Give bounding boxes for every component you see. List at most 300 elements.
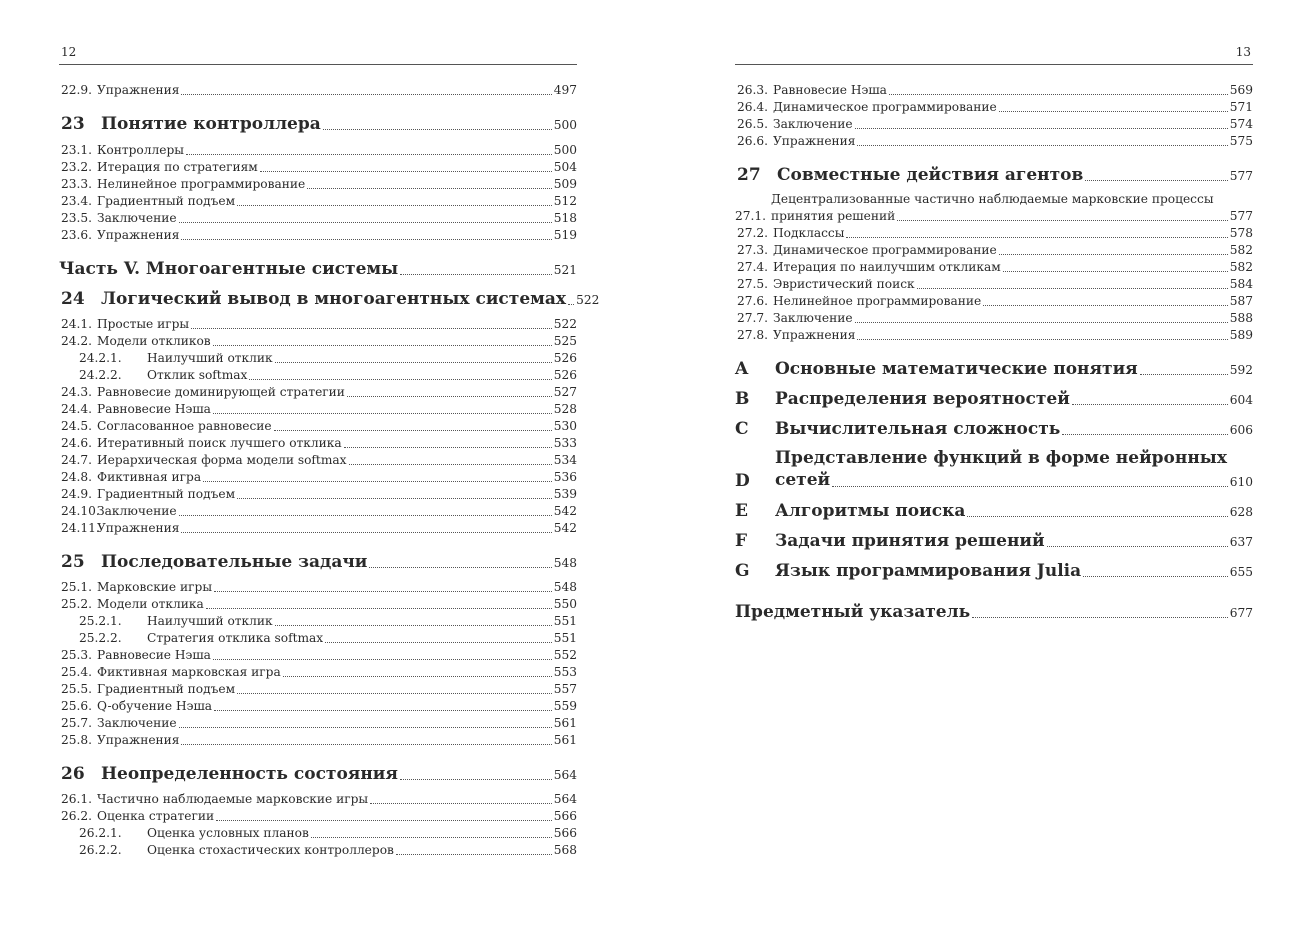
toc-section-entry[interactable] xyxy=(735,82,1253,99)
entry-page: 521 xyxy=(553,263,577,277)
toc-section-entry[interactable] xyxy=(59,316,577,333)
entry-page: 548 xyxy=(553,556,577,570)
dot-leader xyxy=(323,129,552,130)
dot-leader xyxy=(347,396,552,397)
entry-title: Заключение xyxy=(773,117,853,131)
toc-section-entry[interactable] xyxy=(59,579,577,596)
toc-section-entry[interactable] xyxy=(59,193,577,210)
entry-number: 24.10. xyxy=(61,504,100,518)
dot-leader xyxy=(1062,434,1227,435)
entry-page: 542 xyxy=(553,521,577,535)
entry-title: Неопределенность состояния xyxy=(101,764,398,784)
entry-page: 584 xyxy=(1229,277,1253,291)
dot-leader xyxy=(214,710,552,711)
entry-number: D xyxy=(735,471,750,491)
entry-number: 24.8. xyxy=(61,470,93,484)
toc-chapter-entry[interactable] xyxy=(735,560,1253,581)
entry-number: 26.1. xyxy=(61,792,93,806)
entry-number: 25.2.2. xyxy=(79,631,122,645)
entry-number: F xyxy=(735,531,748,551)
dot-leader xyxy=(260,171,552,172)
toc-chapter-entry[interactable] xyxy=(735,418,1253,439)
dot-leader xyxy=(897,220,1228,221)
entry-title: Задачи принятия решений xyxy=(775,531,1045,551)
entry-page: 592 xyxy=(1229,363,1253,377)
entry-title: Последовательные задачи xyxy=(101,552,368,572)
toc-section-entry[interactable] xyxy=(59,630,577,647)
entry-number: G xyxy=(735,561,750,581)
entry-number: E xyxy=(735,501,748,521)
dot-leader xyxy=(983,305,1227,306)
entry-page: 509 xyxy=(553,177,577,191)
toc-section-entry[interactable] xyxy=(59,384,577,401)
entry-page: 566 xyxy=(553,809,577,823)
entry-title: Логический вывод в многоагентных системах xyxy=(101,289,567,309)
toc-section-entry[interactable] xyxy=(59,401,577,418)
dot-leader xyxy=(307,188,551,189)
dot-leader xyxy=(1140,374,1228,375)
entry-title: Стратегия отклика softmax xyxy=(147,631,324,645)
entry-number: 23.1. xyxy=(61,143,93,157)
right-page xyxy=(735,0,1253,935)
entry-number: 24.2.2. xyxy=(79,368,122,382)
entry-page: 628 xyxy=(1229,505,1253,519)
entry-page: 522 xyxy=(553,317,577,331)
toc-chapter-entry[interactable] xyxy=(59,763,577,784)
entry-page: 542 xyxy=(553,504,577,518)
toc-chapter-entry[interactable] xyxy=(735,164,1253,185)
entry-page: 527 xyxy=(553,385,577,399)
dot-leader xyxy=(213,413,552,414)
entry-title: Динамическое программирование xyxy=(773,243,997,257)
entry-page: 571 xyxy=(1229,100,1253,114)
toc-chapter-entry[interactable] xyxy=(59,551,577,572)
entry-title: Равновесие Нэша xyxy=(97,648,211,662)
toc-section-entry[interactable] xyxy=(59,418,577,435)
entry-title: Оценка условных планов xyxy=(147,826,309,840)
entry-title: Язык программирования Julia xyxy=(775,561,1082,581)
entry-title: Фиктивная марковская игра xyxy=(97,665,281,679)
entry-page: 551 xyxy=(553,614,577,628)
entry-title: Понятие контроллера xyxy=(101,114,321,134)
entry-title: Оценка стохастических контроллеров xyxy=(147,843,394,857)
toc-chapter-entry[interactable] xyxy=(59,258,577,279)
entry-number: 26.5. xyxy=(737,117,769,131)
entry-page: 525 xyxy=(553,334,577,348)
entry-number: 25.1. xyxy=(61,580,93,594)
entry-page: 519 xyxy=(553,228,577,242)
toc-section-entry[interactable] xyxy=(59,469,577,486)
entry-page: 574 xyxy=(1229,117,1253,131)
entry-number: 24.6. xyxy=(61,436,93,450)
dot-leader xyxy=(249,379,551,380)
entry-number: 24.2. xyxy=(61,334,93,348)
entry-page: 528 xyxy=(553,402,577,416)
entry-title: Равновесие Нэша xyxy=(97,402,211,416)
entry-number: 23.4. xyxy=(61,194,93,208)
entry-number: 24.5. xyxy=(61,419,93,433)
dot-leader xyxy=(999,111,1228,112)
entry-page: 604 xyxy=(1229,393,1253,407)
entry-title: Упражнения xyxy=(97,228,180,242)
entry-page: 536 xyxy=(553,470,577,484)
toc-section-entry[interactable] xyxy=(59,664,577,681)
entry-page: 577 xyxy=(1229,169,1253,183)
entry-title: Итерация по стратегиям xyxy=(97,160,258,174)
entry-title: Градиентный подъем xyxy=(97,487,236,501)
entry-title: Эвристический поиск xyxy=(773,277,915,291)
entry-number: 26.2.2. xyxy=(79,843,122,857)
entry-page: 512 xyxy=(553,194,577,208)
dot-leader xyxy=(325,642,552,643)
entry-title: Марковские игры xyxy=(97,580,213,594)
toc-section-entry[interactable] xyxy=(59,698,577,715)
dot-leader xyxy=(237,498,552,499)
toc-section-entry[interactable] xyxy=(735,99,1253,116)
entry-number: 23.3. xyxy=(61,177,93,191)
entry-number: 24.9. xyxy=(61,487,93,501)
entry-number: 24.11. xyxy=(61,521,100,535)
entry-page: 577 xyxy=(1229,209,1253,223)
entry-page: 582 xyxy=(1229,260,1253,274)
entry-number: 25.2.1. xyxy=(79,614,122,628)
entry-page: 522 xyxy=(576,293,600,307)
page-header xyxy=(59,44,577,65)
entry-title: Заключение xyxy=(773,311,853,325)
entry-page: 564 xyxy=(553,768,577,782)
entry-title: Модели откликов xyxy=(97,334,211,348)
dot-leader xyxy=(186,154,552,155)
dot-leader xyxy=(179,727,552,728)
dot-leader xyxy=(370,803,552,804)
entry-page: 500 xyxy=(553,118,577,132)
entry-number: 27.1. xyxy=(735,209,767,223)
toc-chapter-entry[interactable] xyxy=(735,601,1253,622)
entry-title: Вычислительная сложность xyxy=(775,419,1061,439)
entry-title: Заключение xyxy=(97,211,177,225)
toc-section-entry[interactable] xyxy=(59,613,577,630)
entry-page: 582 xyxy=(1229,243,1253,257)
entry-title: Основные математические понятия xyxy=(775,359,1138,379)
entry-title: Q-обучение Нэша xyxy=(97,699,213,713)
entry-title: Простые игры xyxy=(97,317,190,331)
dot-leader xyxy=(179,515,552,516)
toc-section-entry[interactable] xyxy=(735,276,1253,293)
entry-page: 559 xyxy=(553,699,577,713)
toc-section-entry[interactable] xyxy=(735,242,1253,259)
entry-page: 568 xyxy=(553,843,577,857)
entry-title: Совместные действия агентов xyxy=(777,165,1084,185)
dot-leader xyxy=(181,239,551,240)
entry-number: 26.3. xyxy=(737,83,769,97)
toc-section-entry[interactable] xyxy=(59,503,577,520)
entry-title-continued: сетей xyxy=(775,470,831,490)
entry-page: 655 xyxy=(1229,565,1253,579)
entry-page: 677 xyxy=(1229,606,1253,620)
page-header xyxy=(735,44,1253,65)
toc-section-entry[interactable] xyxy=(59,435,577,452)
dot-leader xyxy=(855,322,1228,323)
entry-title: Итеративный поиск лучшего отклика xyxy=(97,436,342,450)
entry-number: 27.7. xyxy=(737,311,769,325)
entry-title: Наилучший отклик xyxy=(147,614,273,628)
toc-section-entry[interactable] xyxy=(59,333,577,350)
left-page xyxy=(59,0,600,935)
entry-page: 561 xyxy=(553,716,577,730)
toc-section-entry[interactable] xyxy=(735,191,1253,225)
entry-title: Градиентный подъем xyxy=(97,682,236,696)
toc-chapter-entry[interactable] xyxy=(735,530,1253,551)
entry-title: Предметный указатель xyxy=(735,602,971,622)
dot-leader xyxy=(349,464,552,465)
entry-number: 27 xyxy=(737,165,761,185)
entry-title: Равновесие Нэша xyxy=(773,83,887,97)
dot-leader xyxy=(832,486,1228,487)
entry-title: Упражнения xyxy=(773,328,856,342)
entry-page: 637 xyxy=(1229,535,1253,549)
entry-title: Согласованное равновесие xyxy=(97,419,272,433)
toc-section-entry[interactable] xyxy=(59,82,577,99)
entry-title: Упражнения xyxy=(773,134,856,148)
dot-leader xyxy=(1085,180,1227,181)
entry-number: 24.2.1. xyxy=(79,351,122,365)
dot-leader xyxy=(1083,576,1228,577)
entry-number: 23.2. xyxy=(61,160,93,174)
dot-leader xyxy=(274,430,552,431)
entry-page: 504 xyxy=(553,160,577,174)
entry-number: 26 xyxy=(61,764,85,784)
entry-title: Представление функций в форме нейронных xyxy=(775,448,1227,468)
entry-page: 500 xyxy=(553,143,577,157)
entry-page: 526 xyxy=(553,368,577,382)
toc-chapter-entry[interactable] xyxy=(735,447,1253,491)
dot-leader xyxy=(889,94,1228,95)
toc-section-entry[interactable] xyxy=(735,293,1253,310)
dot-leader xyxy=(846,237,1227,238)
toc-section-entry[interactable] xyxy=(59,715,577,732)
entry-page: 539 xyxy=(553,487,577,501)
dot-leader xyxy=(216,820,552,821)
toc-section-entry[interactable] xyxy=(59,367,577,384)
page-number: 12 xyxy=(61,45,77,59)
dot-leader xyxy=(181,744,551,745)
entry-title: Часть V. Многоагентные системы xyxy=(59,259,399,279)
toc-section-entry[interactable] xyxy=(59,647,577,664)
toc-chapter-entry[interactable] xyxy=(735,388,1253,409)
entry-title: Алгоритмы поиска xyxy=(775,501,966,521)
dot-leader xyxy=(1047,546,1228,547)
entry-title-continued: принятия решений xyxy=(771,209,896,223)
dot-leader xyxy=(206,608,552,609)
dot-leader xyxy=(181,532,551,533)
entry-number: 25.7. xyxy=(61,716,93,730)
entry-number: 25 xyxy=(61,552,85,572)
dot-leader xyxy=(855,128,1228,129)
toc-section-entry[interactable] xyxy=(59,825,577,842)
entry-number: 25.5. xyxy=(61,682,93,696)
entry-page: 497 xyxy=(553,83,577,97)
toc-section-entry[interactable] xyxy=(59,227,577,244)
dot-leader xyxy=(203,481,552,482)
entry-title: Заключение xyxy=(97,716,177,730)
entry-title: Итерация по наилучшим откликам xyxy=(773,260,1001,274)
dot-leader xyxy=(396,854,552,855)
entry-page: 587 xyxy=(1229,294,1253,308)
entry-title: Упражнения xyxy=(97,733,180,747)
entry-page: 578 xyxy=(1229,226,1253,240)
entry-number: 23.5. xyxy=(61,211,93,225)
entry-page: 533 xyxy=(553,436,577,450)
entry-title: Контроллеры xyxy=(97,143,184,157)
entry-title: Оценка стратегии xyxy=(97,809,215,823)
dot-leader xyxy=(213,659,552,660)
entry-page: 534 xyxy=(553,453,577,467)
entry-number: 26.6. xyxy=(737,134,769,148)
dot-leader xyxy=(344,447,552,448)
entry-number: 25.6. xyxy=(61,699,93,713)
dot-leader xyxy=(283,676,552,677)
entry-page: 551 xyxy=(553,631,577,645)
dot-leader xyxy=(179,222,552,223)
page-number: 13 xyxy=(1235,45,1251,59)
entry-number: 25.3. xyxy=(61,648,93,662)
entry-number: 25.2. xyxy=(61,597,93,611)
entry-page: 606 xyxy=(1229,423,1253,437)
entry-number: 27.4. xyxy=(737,260,769,274)
entry-page: 610 xyxy=(1229,475,1253,489)
entry-page: 548 xyxy=(553,580,577,594)
toc-section-entry[interactable] xyxy=(59,791,577,808)
dot-leader xyxy=(400,779,552,780)
entry-number: 26.2. xyxy=(61,809,93,823)
entry-title: Упражнения xyxy=(97,83,180,97)
entry-page: 564 xyxy=(553,792,577,806)
entry-title: Нелинейное программирование xyxy=(773,294,982,308)
entry-number: 27.5. xyxy=(737,277,769,291)
dot-leader xyxy=(213,345,552,346)
dot-leader xyxy=(857,339,1227,340)
toc-section-entry[interactable] xyxy=(59,596,577,613)
entry-page: 526 xyxy=(553,351,577,365)
dot-leader xyxy=(191,328,552,329)
entry-number: 27.8. xyxy=(737,328,769,342)
entry-title: Упражнения xyxy=(97,521,180,535)
entry-title: Заключение xyxy=(97,504,177,518)
entry-title: Динамическое программирование xyxy=(773,100,997,114)
toc-chapter-entry[interactable] xyxy=(735,358,1253,379)
entry-number: 23 xyxy=(61,114,85,134)
dot-leader xyxy=(967,516,1227,517)
dot-leader xyxy=(214,591,552,592)
entry-title: Подклассы xyxy=(773,226,845,240)
entry-title: Наилучший отклик xyxy=(147,351,273,365)
toc-section-entry[interactable] xyxy=(59,520,577,537)
dot-leader xyxy=(999,254,1228,255)
entry-page: 569 xyxy=(1229,83,1253,97)
entry-number: 26.4. xyxy=(737,100,769,114)
entry-page: 566 xyxy=(553,826,577,840)
dot-leader xyxy=(311,837,552,838)
toc-section-entry[interactable] xyxy=(59,808,577,825)
entry-number: 24.4. xyxy=(61,402,93,416)
entry-number: 23.6. xyxy=(61,228,93,242)
toc-section-entry[interactable] xyxy=(59,210,577,227)
toc-section-entry[interactable] xyxy=(735,259,1253,276)
toc-chapter-entry[interactable] xyxy=(735,500,1253,521)
entry-page: 561 xyxy=(553,733,577,747)
dot-leader xyxy=(568,304,574,305)
toc-section-entry[interactable] xyxy=(59,142,577,159)
entry-title: Модели отклика xyxy=(97,597,204,611)
dot-leader xyxy=(1072,404,1228,405)
toc-section-entry[interactable] xyxy=(59,452,577,469)
entry-number: 27.6. xyxy=(737,294,769,308)
toc-section-entry[interactable] xyxy=(59,176,577,193)
entry-number: 24.1. xyxy=(61,317,93,331)
toc-section-entry[interactable] xyxy=(735,310,1253,327)
dot-leader xyxy=(857,145,1227,146)
toc-section-entry[interactable] xyxy=(735,116,1253,133)
entry-number: 24.3. xyxy=(61,385,93,399)
toc-section-entry[interactable] xyxy=(59,350,577,367)
dot-leader xyxy=(275,362,552,363)
entry-number: C xyxy=(735,419,749,439)
toc-section-entry[interactable] xyxy=(59,842,577,859)
entry-title: Частично наблюдаемые марковские игры xyxy=(97,792,369,806)
entry-title: Децентрализованные частично наблюдаемые марковские процессы xyxy=(771,192,1214,206)
entry-number: 27.2. xyxy=(737,226,769,240)
toc-section-entry[interactable] xyxy=(59,486,577,503)
dot-leader xyxy=(917,288,1228,289)
toc-section-entry[interactable] xyxy=(735,327,1253,344)
entry-title: Иерархическая форма модели softmax xyxy=(97,453,347,467)
toc-section-entry[interactable] xyxy=(59,159,577,176)
toc-section-entry[interactable] xyxy=(59,681,577,698)
entry-number: 26.2.1. xyxy=(79,826,122,840)
entry-page: 518 xyxy=(553,211,577,225)
entry-title: Равновесие доминирующей стратегии xyxy=(97,385,345,399)
entry-page: 530 xyxy=(553,419,577,433)
dot-leader xyxy=(369,567,551,568)
toc-chapter-entry[interactable] xyxy=(59,113,577,134)
entry-title: Нелинейное программирование xyxy=(97,177,306,191)
entry-page: 553 xyxy=(553,665,577,679)
entry-number: 25.4. xyxy=(61,665,93,679)
dot-leader xyxy=(237,693,552,694)
toc-section-entry[interactable] xyxy=(59,732,577,749)
entry-title: Распределения вероятностей xyxy=(775,389,1070,409)
dot-leader xyxy=(275,625,552,626)
toc-section-entry[interactable] xyxy=(735,133,1253,150)
entry-page: 550 xyxy=(553,597,577,611)
entry-number: A xyxy=(735,359,749,379)
entry-number: 24.7. xyxy=(61,453,93,467)
dot-leader xyxy=(1003,271,1228,272)
entry-number: 24 xyxy=(61,289,85,309)
entry-title: Отклик softmax xyxy=(147,368,248,382)
entry-title: Градиентный подъем xyxy=(97,194,236,208)
toc-section-entry[interactable] xyxy=(735,225,1253,242)
entry-page: 575 xyxy=(1229,134,1253,148)
entry-number: 25.8. xyxy=(61,733,93,747)
toc-chapter-entry[interactable] xyxy=(59,288,600,309)
entry-page: 589 xyxy=(1229,328,1253,342)
dot-leader xyxy=(237,205,552,206)
entry-page: 557 xyxy=(553,682,577,696)
entry-page: 588 xyxy=(1229,311,1253,325)
entry-number: 27.3. xyxy=(737,243,769,257)
entry-number: 22.9. xyxy=(61,83,93,97)
